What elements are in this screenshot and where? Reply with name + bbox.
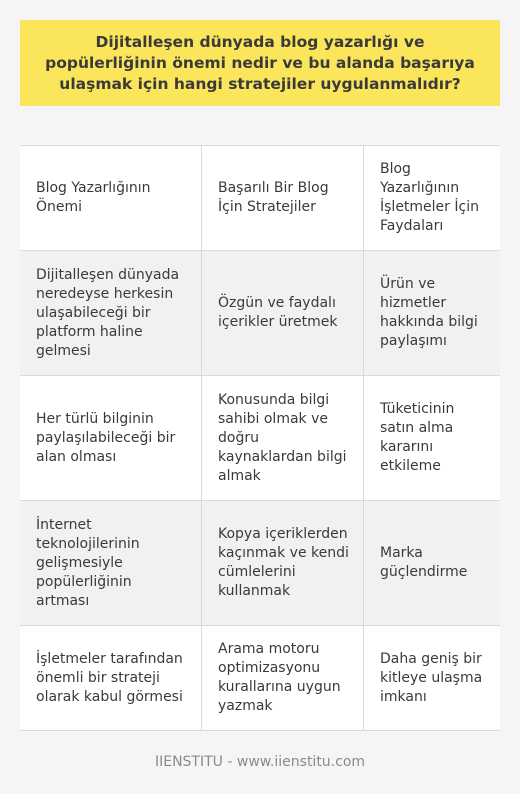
table-cell: İşletmeler tarafından önemli bir strateji olarak kabul görmesi xyxy=(36,650,183,705)
table-header-row xyxy=(20,146,500,251)
column-header-importance: Blog Yazarlığının Önemi xyxy=(36,180,151,215)
table-cell: Daha geniş bir kitleye ulaşma imkanı xyxy=(363,626,500,730)
column-header-benefits: Blog Yazarlığının İşletmeler İçin Faydaları xyxy=(363,146,500,250)
table-row xyxy=(20,376,500,501)
title-banner xyxy=(20,20,500,106)
table-cell: Ürün ve hizmetler hakkında bilgi paylaşımı xyxy=(363,251,500,375)
table-cell: Arama motoru optimizasyonu kurallarına uygun yazmak xyxy=(201,626,363,730)
comparison-table xyxy=(20,145,500,731)
table-row xyxy=(20,251,500,376)
table-cell: Marka güçlendirme xyxy=(363,501,500,625)
table-cell: Konusunda bilgi sahibi olmak ve doğru kaynaklardan bilgi almak xyxy=(201,376,363,500)
table-cell: Tüketicinin satın alma kararını etkileme xyxy=(363,376,500,500)
table-cell: Kopya içeriklerden kaçınmak ve kendi cümlelerini kullanmak xyxy=(201,501,363,625)
footer-credit: IIENSTITU - www.iienstitu.com xyxy=(154,754,366,770)
table-cell: Dijitalleşen dünyada neredeyse herkesin ulaşabileceği bir platform haline gelmesi xyxy=(36,266,180,359)
table-cell: Her türlü bilginin paylaşılabileceği bir alan olması xyxy=(36,410,176,465)
table-cell: İnternet teknolojilerinin gelişmesiyle popülerliğinin artması xyxy=(36,516,140,609)
column-header-strategies: Başarılı Bir Blog İçin Stratejiler xyxy=(201,146,363,250)
table-row xyxy=(20,501,500,626)
table-row xyxy=(20,626,500,731)
page-title: Dijitalleşen dünyada blog yazarlığı ve popülerliğinin önemi nedir ve bu alanda başarıya ulaşmak için hangi stratejiler uygulanmalıdır? xyxy=(45,32,475,93)
table-cell: Özgün ve faydalı içerikler üretmek xyxy=(201,251,363,375)
